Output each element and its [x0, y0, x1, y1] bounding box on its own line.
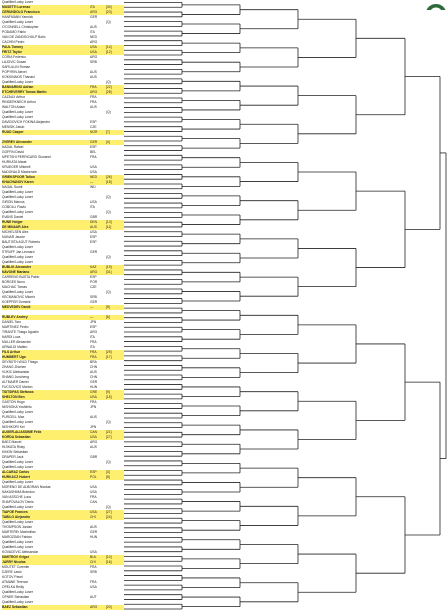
player-country: BEL — [90, 150, 97, 154]
player-country: USA — [90, 510, 97, 514]
player-country: CHI — [90, 560, 96, 564]
player-name: ATMANE Terence — [2, 580, 29, 584]
player-country: BRA — [90, 360, 97, 364]
player-seed: [27] — [106, 510, 112, 514]
player-country: CZE — [90, 285, 97, 289]
player-name: ALTMAIER Daniel — [2, 380, 29, 384]
player-country: GER — [90, 140, 98, 144]
player-country: USA — [90, 230, 97, 234]
player-country: KAZ — [90, 265, 97, 269]
player-name: GRIEKSPOOR Tallon — [2, 175, 35, 179]
player-country: FRA — [90, 350, 97, 354]
player-name: Qualifier/Lucky Loser — [2, 505, 33, 509]
player-country: ESP — [90, 470, 97, 474]
player-name: Qualifier/Lucky Loser — [2, 460, 33, 464]
player-country: CAN — [90, 430, 97, 434]
player-country: ARG — [90, 55, 98, 59]
player-name: THOMPSON Jordan — [2, 525, 33, 529]
player-seed: [5] — [106, 305, 110, 309]
player-name: LAJOVIC Dusan — [2, 60, 27, 64]
player-name: Qualifier/Lucky Loser — [2, 590, 33, 594]
player-country: HUN — [90, 535, 98, 539]
player-country: ITA — [90, 30, 95, 34]
player-name: Qualifier/Lucky Loser — [2, 420, 33, 424]
player-country: ESP — [90, 235, 97, 239]
player-country: FRA — [90, 400, 97, 404]
player-country: ESP — [90, 145, 97, 149]
player-name: NISHIOKA Yoshihito — [2, 405, 32, 409]
player-seed: [10] — [106, 555, 112, 559]
player-country: FRA — [90, 95, 97, 99]
player-name: BAEZ Marcel — [2, 440, 22, 444]
player-name: MARTINEZ Pedro — [2, 325, 29, 329]
player-country: GBR — [90, 215, 98, 219]
player-name: Qualifier/Lucky Loser — [2, 540, 33, 544]
player-name: RUNE Holger — [2, 220, 23, 224]
player-country: USA — [90, 165, 97, 169]
player-seed: [29] — [106, 350, 112, 354]
player-name: Qualifier/Lucky Loser — [2, 20, 33, 24]
player-seed: [16] — [106, 560, 112, 564]
player-country: AUS — [90, 445, 97, 449]
player-name: GIRON Marcos — [2, 200, 25, 204]
player-country: GER — [90, 250, 98, 254]
player-seed: [23] — [106, 10, 112, 14]
player-country: FRA — [90, 100, 97, 104]
player-name: FUCSOVICS Marton — [2, 385, 33, 389]
player-name: DJERE Laslo — [2, 570, 22, 574]
player-name: MEDVEDEV Daniil — [2, 305, 31, 309]
player-name: SHANG Juncheng — [2, 375, 29, 379]
player-seed: [11] — [106, 225, 112, 229]
player-name: SAFIULLIN Roman — [2, 65, 31, 69]
player-seed: [6] — [106, 315, 110, 319]
player-name: Qualifier/Lucky Loser — [2, 545, 33, 549]
player-country: AUS — [90, 105, 97, 109]
player-name: Qualifier/Lucky Loser — [2, 195, 33, 199]
player-seed: [14] — [106, 45, 112, 49]
player-country: SRB — [90, 60, 97, 64]
player-name: HURKACZ Hubert — [2, 475, 30, 479]
player-country: JPN — [90, 320, 97, 324]
player-country: AUS — [90, 225, 97, 229]
player-seed: (Q) — [106, 420, 111, 424]
player-name: ARNALDI Matteo — [2, 345, 28, 349]
player-country: HUN — [90, 385, 98, 389]
player-name: ALCARAZ Carlos — [2, 470, 30, 474]
player-name: STRUFF Jan-Lennard — [2, 250, 35, 254]
player-country: USA — [90, 200, 97, 204]
player-name: BAUTISTA AGUT Roberto — [2, 240, 41, 244]
player-country: POL — [90, 475, 97, 479]
player-name: ZHANG Zhizhen — [2, 365, 27, 369]
player-name: O'CONNELL Christopher — [2, 25, 39, 29]
player-name: RINDERKNECH Arthur — [2, 100, 36, 104]
player-country: ARG — [90, 270, 98, 274]
player-seed: [9] — [106, 390, 110, 394]
player-name: HUMBERT Ugo — [2, 355, 26, 359]
player-name: MUSETTI Lorenzo — [2, 5, 31, 9]
player-name: Qualifier/Lucky Loser — [2, 410, 33, 414]
player-seed: [30] — [106, 5, 112, 9]
player-country: AUS — [90, 75, 97, 79]
player-seed: [20] — [106, 605, 112, 609]
player-seed: [28] — [106, 90, 112, 94]
player-country: FRA — [90, 565, 97, 569]
player-name: KOVACEVIC Aleksandar — [2, 550, 39, 554]
player-name: DANIEL Taro — [2, 320, 22, 324]
player-name: OFNER Sebastian — [2, 595, 30, 599]
player-name: EVANS Daniel — [2, 215, 24, 219]
player-seed: [22] — [106, 85, 112, 89]
player-name: HANFMANN Yannick — [2, 15, 34, 19]
player-name: Qualifier/Lucky Loser — [2, 520, 33, 524]
player-name: Qualifier/Lucky Loser — [2, 245, 33, 249]
player-name: KECMANOVIC Miomir — [2, 295, 35, 299]
player-seed: [7] — [106, 130, 110, 134]
player-name: AUGER-ALIASSIME Felix — [2, 430, 42, 434]
player-country: AUS — [90, 415, 97, 419]
player-country: SRB — [90, 570, 97, 574]
draw-entry — [2, 605, 124, 610]
player-country: ARG — [90, 40, 98, 44]
player-name: OPELKA Reilly — [2, 585, 24, 589]
player-name: ZVEREV Alexander — [2, 140, 32, 144]
player-seed: [13] — [106, 220, 112, 224]
player-name: CORIA Federico — [2, 55, 27, 59]
player-country: AUS — [90, 370, 97, 374]
player-country: FRA — [90, 85, 97, 89]
player-country: GER — [90, 300, 98, 304]
player-name: Qualifier/Lucky Loser — [2, 465, 33, 469]
player-name: BUBLIK Alexander — [2, 265, 32, 269]
player-seed: [15] — [106, 395, 112, 399]
player-name: Qualifier/Lucky Loser — [2, 480, 33, 484]
player-name: CAZAUX Arthur — [2, 95, 26, 99]
player-name: HURKATA Marat — [2, 160, 27, 164]
player-country: FRA — [90, 355, 97, 359]
player-name: MARTEREr Maximilian — [2, 530, 36, 534]
player-country: FRA — [90, 340, 97, 344]
player-name: ETCHEVERRY Tomas Martin — [2, 90, 47, 94]
player-seed: [8] — [106, 475, 110, 479]
player-name: MPETSHI PERRICARD Giovanni — [2, 155, 51, 159]
player-seed: [3] — [106, 470, 110, 474]
player-name: BORGES Nuno — [2, 280, 25, 284]
player-country: ARG — [90, 90, 98, 94]
player-name: DE MINAUR Alex — [2, 225, 29, 229]
player-name: Qualifier/Lucky Loser — [2, 110, 33, 114]
player-country: DEN — [90, 220, 97, 224]
player-name: CERUNDOLO Francisco — [2, 10, 40, 14]
player-name: Qualifier/Lucky Loser — [2, 260, 33, 264]
player-name: McDONALD Mackenzie — [2, 170, 37, 174]
player-name: KRUEGER Mitchell — [2, 165, 31, 169]
player-name: NAKASHIMA Brandon — [2, 490, 35, 494]
tournament-crest-icon — [425, 0, 447, 10]
player-country: ESP — [90, 120, 97, 124]
player-name: VAN ASSCHE Luca — [2, 495, 31, 499]
player-country: ITA — [90, 345, 95, 349]
player-country: GBR — [90, 455, 98, 459]
player-name: Qualifier/Lucky Loser — [2, 80, 33, 84]
player-country: ARG — [90, 440, 98, 444]
player-country: GER — [90, 15, 98, 19]
player-country: AUS — [90, 525, 97, 529]
player-name: BAEZ Sebastian — [2, 605, 28, 609]
player-seed: [21] — [106, 430, 112, 434]
player-seed: (Q) — [106, 20, 111, 24]
player-name: MORENO DE ALBORAN Nicolas — [2, 485, 51, 489]
player-seed: (Q) — [106, 460, 111, 464]
player-country: USA — [90, 45, 97, 49]
player-name: VAN DE ZANDSCHULP Botic — [2, 35, 46, 39]
player-name: NARDI Luca — [2, 335, 21, 339]
player-country: AUS — [90, 25, 97, 29]
player-country: GER — [90, 380, 98, 384]
player-name: Qualifier/Lucky Loser — [2, 115, 33, 119]
player-seed: (Q) — [106, 80, 111, 84]
player-country: NED — [90, 35, 97, 39]
player-name: KOEPFER Dominik — [2, 300, 31, 304]
player-seed: [27] — [106, 435, 112, 439]
player-name: NAGAL Sumit — [2, 185, 23, 189]
player-country: NOR — [90, 130, 98, 134]
player-country: ARG — [90, 605, 98, 609]
player-country: USA — [90, 485, 97, 489]
player-country: ITA — [90, 335, 95, 339]
player-country: POR — [90, 280, 98, 284]
player-name: PURCELL Max — [2, 415, 25, 419]
player-name: CARRENO BUSTA Pablo — [2, 275, 40, 279]
player-seed: [17] — [106, 355, 112, 359]
player-name: FILS Arthur — [2, 350, 21, 354]
player-name: MICHELSEN Alex — [2, 230, 29, 234]
player-country: JPN — [90, 425, 97, 429]
player-country: USA — [90, 490, 97, 494]
player-name: KINON Sebastian — [2, 450, 29, 454]
player-name: JARRY Nicolas — [2, 560, 26, 564]
player-name: KOTOV Pavel — [2, 575, 23, 579]
player-seed: (Q) — [106, 255, 111, 259]
player-country: FRA — [90, 495, 97, 499]
player-name: CACHIN Pedro — [2, 40, 25, 44]
player-seed: [31] — [106, 270, 112, 274]
player-name: PAUL Tommy — [2, 45, 24, 49]
player-seed: (Q) — [106, 110, 111, 114]
player-country: FRA — [90, 155, 97, 159]
draw-entry — [2, 130, 124, 135]
player-country: USA — [90, 395, 97, 399]
player-country: GRE — [90, 390, 98, 394]
player-name: NAVONE Mariano — [2, 270, 30, 274]
player-seed: [12] — [106, 50, 112, 54]
player-name: COBOLLI Flavio — [2, 205, 27, 209]
player-country: AUS — [90, 70, 97, 74]
player-name: Qualifier/Lucky Loser — [2, 210, 33, 214]
player-name: MULLER Alexandre — [2, 340, 31, 344]
player-country: ARG — [90, 10, 98, 14]
player-name: VUKIC Aleksandar — [2, 370, 30, 374]
player-name: SEYBOTH WILD Thiago — [2, 360, 38, 364]
player-country: NED — [90, 175, 97, 179]
player-seed: (Q) — [106, 195, 111, 199]
player-country: USA — [90, 50, 97, 54]
player-country: CAN — [90, 500, 97, 504]
player-country: CZE — [90, 125, 97, 129]
player-country: USA — [90, 435, 97, 439]
player-country: CHI — [90, 515, 96, 519]
player-name: MENSIK Jakub — [2, 125, 25, 129]
player-country: JPN — [90, 405, 97, 409]
player-name: Qualifier/Lucky Loser — [2, 255, 33, 259]
player-country: ITA — [90, 5, 95, 9]
player-name: GOFFIN David — [2, 150, 24, 154]
player-name: BANNARINO Adrian — [2, 85, 34, 89]
player-name: WALTON Adam — [2, 105, 26, 109]
player-country: USA — [90, 170, 97, 174]
player-name: TIAFOE Frances — [2, 510, 28, 514]
player-country: IND — [90, 185, 96, 189]
player-country: — — [90, 315, 94, 319]
player-name: SHELTON Ben — [2, 395, 25, 399]
player-seed: [18] — [106, 180, 112, 184]
player-country: USA — [90, 550, 97, 554]
player-name: TABILO Alejandro — [2, 515, 31, 519]
player-name: FRITZ Taylor — [2, 50, 22, 54]
player-name: DIMITROV Grigor — [2, 555, 30, 559]
player-name: TIRANTE Thiago Agustin — [2, 330, 39, 334]
player-country: — — [90, 180, 94, 184]
player-name: RUUD Casper — [2, 130, 24, 134]
player-name: TSITSIPAS Stefanos — [2, 390, 34, 394]
player-country: GER — [90, 530, 98, 534]
player-seed: (Q) — [106, 505, 111, 509]
player-country: AUT — [90, 595, 97, 599]
player-name: KOKKINAKIS Thanasi — [2, 75, 35, 79]
player-name: SHAPOVALOV Denis — [2, 500, 34, 504]
player-name: MAROZSAN Fabian — [2, 535, 32, 539]
player-name: MACHAC Tomas — [2, 285, 27, 289]
player-name: DRAPER Jack — [2, 455, 24, 459]
player-seed: [19] — [106, 265, 112, 269]
player-country: ESP — [90, 240, 97, 244]
player-country: CHN — [90, 365, 98, 369]
player-seed: (Q) — [106, 290, 111, 294]
player-name: Qualifier/Lucky Loser — [2, 290, 33, 294]
player-name: GASTON Hugo — [2, 400, 25, 404]
player-name: Qualifier/Lucky Loser — [2, 600, 33, 604]
player-name: NADAL Rafael — [2, 145, 24, 149]
player-country: SRB — [90, 295, 97, 299]
player-country: ESP — [90, 325, 97, 329]
player-country: ITA — [90, 205, 95, 209]
player-name: Qualifier/Lucky Loser — [2, 0, 33, 4]
player-name: DAVIDOVICH FOKINA Alejandro — [2, 120, 50, 124]
player-name: RUBLEV Andrey — [2, 315, 28, 319]
player-name: MOUTET Corentin — [2, 565, 30, 569]
player-name: POPYRIN Alexei — [2, 70, 27, 74]
player-country: ARG — [90, 330, 98, 334]
player-name: NISHIKORI Kei — [2, 425, 25, 429]
player-seed: [24] — [106, 515, 112, 519]
draw-entry — [2, 305, 124, 310]
player-name: Qualifier/Lucky Loser — [2, 190, 33, 194]
player-name: HIJIKATA Rinky — [2, 445, 25, 449]
player-name: KORDA Sebastian — [2, 435, 31, 439]
player-country: USA — [90, 585, 97, 589]
player-seed: (Q) — [106, 210, 111, 214]
player-country: — — [90, 305, 94, 309]
player-seed: [26] — [106, 175, 112, 179]
player-country: FRA — [90, 580, 97, 584]
player-country: CHN — [90, 375, 98, 379]
player-name: MUNAR Jaume — [2, 235, 25, 239]
player-name: KHACHANOV Karen — [2, 180, 34, 184]
player-name: PODAMO Fabio — [2, 30, 26, 34]
player-seed: [4] — [106, 140, 110, 144]
player-country: BUL — [90, 555, 97, 559]
player-country: ESP — [90, 275, 97, 279]
